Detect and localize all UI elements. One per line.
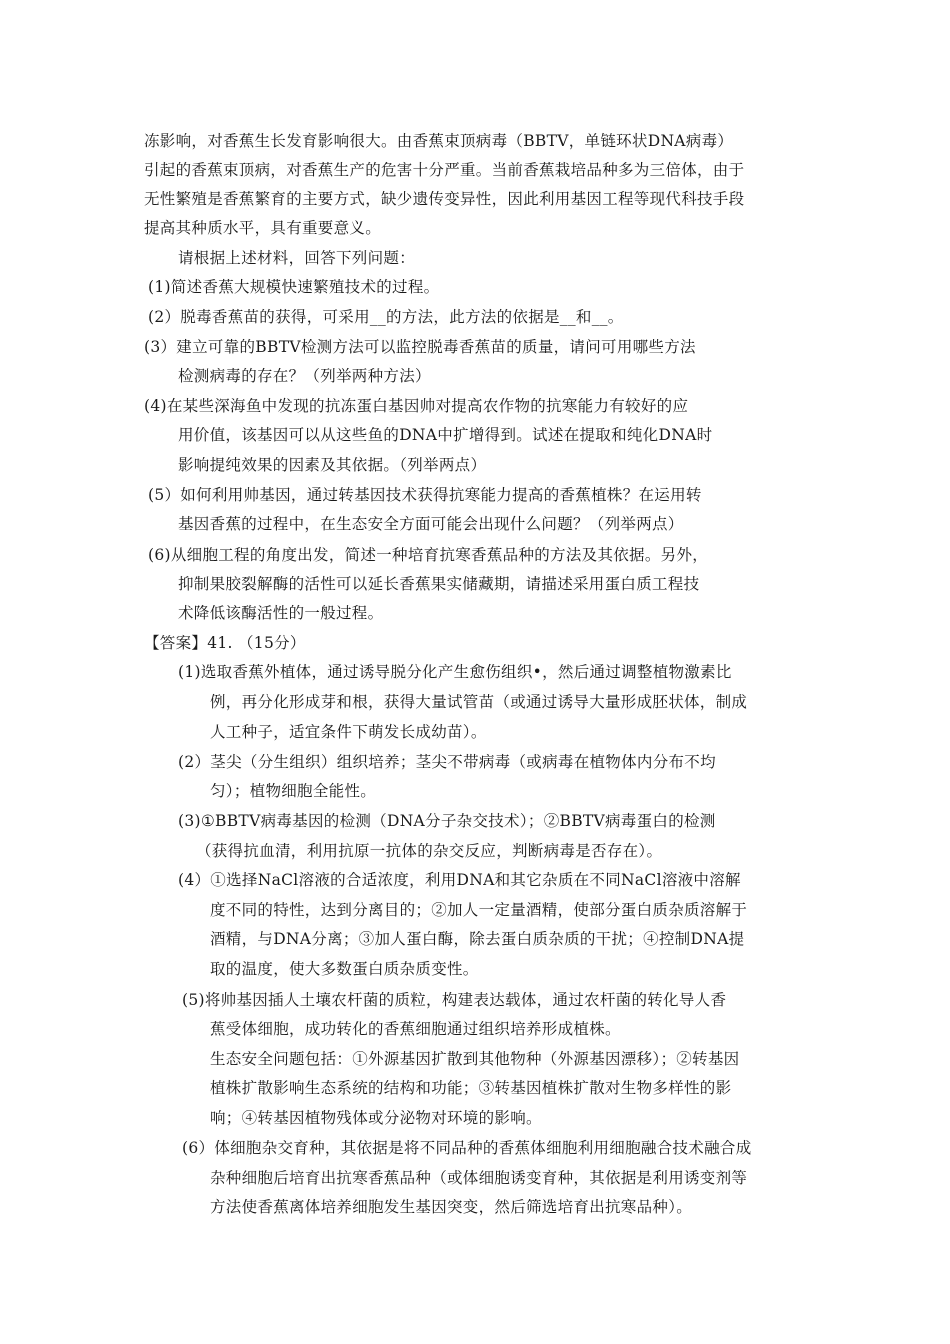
material-line-4: 提高其种质水平，具有重要意义。 <box>144 219 382 237</box>
answer-2-line-1: (2）茎尖（分生组织）组织培养；茎尖不带病毒（或病毒在植物体内分布不均 <box>178 753 716 771</box>
question-3-line-1: (3）建立可靠的BBTV检测方法可以监控脱毒香蕉苗的质量，请问可用哪些方法 <box>144 338 696 356</box>
question-3-line-2: 检测病毒的存在？（列举两种方法） <box>178 367 431 385</box>
answer-4-line-4: 取的温度，使大多数蛋白质杂质变性。 <box>210 960 479 978</box>
question-1: (1)简述香蕉大规模快速繁殖技术的过程。 <box>148 278 440 296</box>
answer-5-line-1: (5)将帅基因插人土壤农杆菌的质粒，构建表达载体，通过农杆菌的转化导人香 <box>182 991 727 1009</box>
answer-6-line-3: 方法使香蕉离体培养细胞发生基因突变，然后筛选培育出抗寒品种）。 <box>210 1198 693 1216</box>
question-2: (2）脱毒香蕉苗的获得，可采用__的方法，此方法的依据是__和__。 <box>148 308 624 326</box>
question-4-line-2: 用价值，该基因可以从这些鱼的DNA中扩增得到。试述在提取和纯化DNA时 <box>178 426 713 444</box>
question-5-line-2: 基因香蕉的过程中，在生态安全方面可能会出现什么问题？（列举两点） <box>178 515 684 533</box>
material-line-3: 无性繁殖是香蕉繁育的主要方式，缺少遗传变异性，因此利用基因工程等现代科技手段 <box>144 190 745 208</box>
answer-header: 【答案】41. （15分） <box>144 634 306 652</box>
answer-1-line-2: 例，再分化形成芽和根，获得大量试管苗（或通过诱导大量形成胚状体，制成 <box>210 693 748 711</box>
answer-4-line-2: 度不同的特性，达到分离目的；②加人一定量酒精，使部分蛋白质杂质溶解于 <box>210 901 748 919</box>
material-line-2: 引起的香蕉束顶病，对香蕉生产的危害十分严重。当前香蕉栽培品种多为三倍体，由于 <box>144 161 745 179</box>
answer-1-line-1: (1)选取香蕉外植体，通过诱导脱分化产生愈伤组织•，然后通过调整植物激素比 <box>178 663 732 681</box>
question-prompt: 请根据上述材料，回答下列问题： <box>178 249 416 267</box>
answer-3-line-1: (3)①BBTV病毒基因的检测（DNA分子杂交技术）；②BBTV病毒蛋白的检测 <box>178 812 716 830</box>
material-line-1: 冻影响，对香蕉生长发育影响很大。由香蕉束顶病毒（BBTV，单链环状DNA病毒） <box>144 132 734 150</box>
answer-4-line-3: 酒精，与DNA分离；③加人蛋白酶，除去蛋白质杂质的干扰；④控制DNA提 <box>210 930 745 948</box>
answer-5-line-2: 蕉受体细胞，成功转化的香蕉细胞通过组织培养形成植株。 <box>210 1020 621 1038</box>
answer-4-line-1: (4）①选择NaCl溶液的合适浓度，利用DNA和其它杂质在不同NaCl溶液中溶解 <box>178 871 741 889</box>
question-6-line-2: 抑制果胶裂解酶的活性可以延长香蕉果实储藏期，请描述采用蛋白质工程技 <box>178 575 700 593</box>
answer-3-line-2: （获得抗血清，利用抗原一抗体的杂交反应，判断病毒是否存在）。 <box>196 842 663 860</box>
answer-6-line-2: 杂种细胞后培育出抗寒香蕉品种（或体细胞诱变育种，其依据是利用诱变剂等 <box>210 1169 748 1187</box>
question-6-line-1: (6)从细胞工程的角度出发，简述一种培育抗寒香蕉品种的方法及其依据。另外， <box>148 546 709 564</box>
answer-5-line-3: 生态安全问题包括：①外源基因扩散到其他物种（外源基因漂移）；②转基因 <box>210 1050 740 1068</box>
question-4-line-3: 影响提纯效果的因素及其依据。（列举两点） <box>178 456 487 474</box>
answer-6-line-1: (6）体细胞杂交育种，其依据是将不同品种的香蕉体细胞利用细胞融合技术融合成 <box>182 1139 752 1157</box>
answer-1-line-3: 人工种子，适宜条件下萌发长成幼苗）。 <box>210 723 487 741</box>
answer-5-line-4: 植株扩散影响生态系统的结构和功能；③转基因植株扩散对生物多样性的影 <box>210 1079 732 1097</box>
answer-2-line-2: 匀）；植物细胞全能性。 <box>210 782 377 800</box>
answer-5-line-5: 响；④转基因植物残体或分泌物对环境的影响。 <box>210 1109 542 1127</box>
question-4-line-1: (4)在某些深海鱼中发现的抗冻蛋白基因帅对提高农作物的抗寒能力有较好的应 <box>144 397 689 415</box>
question-6-line-3: 术降低该酶活性的一般过程。 <box>178 604 384 622</box>
question-5-line-1: (5）如何利用帅基因，通过转基因技术获得抗寒能力提高的香蕉植株？在运用转 <box>148 486 702 504</box>
